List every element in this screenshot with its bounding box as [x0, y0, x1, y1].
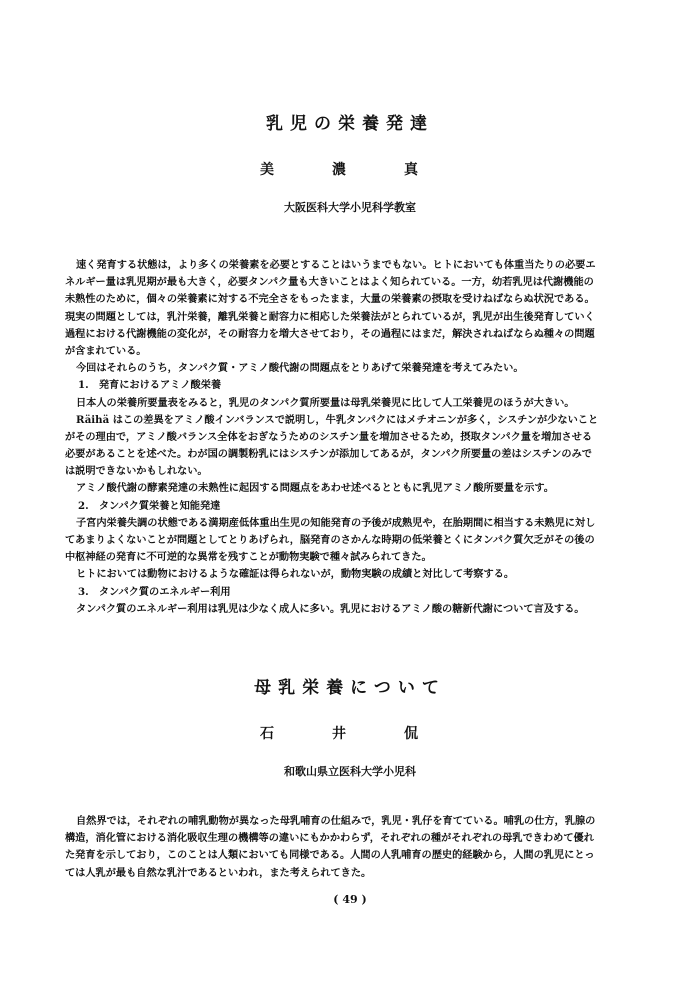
- body-text-line: 必要があることを述べた。わが国の調製粉乳にはシスチンが添加してあるが，タンパク所要量の差はシスチンのみで: [65, 448, 592, 461]
- body-text-line: 速く発育する状態は，より多くの栄養素を必要とすることはいうまでもない。ヒトにおいても体重当たりの必要エ: [76, 259, 596, 271]
- article-2-title: 母乳栄養について: [254, 678, 446, 698]
- body-text-line: タンパク質のエネルギー利用は乳児は少なく成人に多い。乳児におけるアミノ酸の糖新代謝について言及する。: [76, 602, 585, 615]
- body-text-line: 構造，消化管における消化吸収生理の機構等の違いにもかかわらず，それぞれの種がそれぞれの母乳できわめて優れ: [65, 832, 594, 845]
- body-text-line: アミノ酸代謝の酵素発達の未熟性に起因する問題点をあわせ述べるとともに乳児アミノ酸所要量を示す。: [76, 482, 554, 495]
- article-2-author: 石 井 侃: [260, 726, 440, 742]
- section-heading: 1. 発育におけるアミノ酸栄養: [78, 379, 222, 392]
- section-heading: 3. タンパク質のエネルギー利用: [78, 585, 231, 598]
- body-text-line: ヒトにおいては動物におけるような確証は得られないが，動物実験の成績と対比して考察する。: [76, 568, 515, 581]
- body-text-line: が含まれている。: [65, 344, 147, 357]
- article-1: [0, 112, 700, 615]
- article-1-affiliation: 大阪医科大学小児科学教室: [284, 201, 416, 214]
- section-heading: 2. タンパク質栄養と知能発達: [78, 499, 221, 512]
- body-text-line: がその理由で，アミノ酸バランス全体をおぎなうためのシスチン量を増加させるため，摂取タンパク量を増加させる: [65, 430, 593, 443]
- body-text-line: ては人乳が最も自然な乳汁であるといわれ，また考えられてきた。: [65, 866, 372, 879]
- article-1-body: [65, 257, 633, 618]
- article-2-affiliation: 和歌山県立医科大学小児科: [284, 765, 416, 778]
- page-number: ( 49 ): [333, 893, 367, 906]
- article-2: [0, 676, 700, 879]
- body-text-line: 日本人の栄養所要量表をみると，乳児のタンパク質所要量は母乳栄養児に比して人工栄養児のほうが大きい。: [76, 396, 575, 409]
- body-text-line: 今回はそれらのうち，タンパク質・アミノ酸代謝の問題点をとりあげて栄養発達を考えてみたい。: [76, 362, 524, 375]
- body-text-line: た発育を示しており，このことは人類においても同様である。人間の人乳哺育の歴史的経験から，人間の乳児にとっ: [65, 849, 595, 862]
- body-text-line: 未熟性のために，個々の栄養素に対する不完全さをもったまま，大量の栄養素の摂取を受けねばならぬ状況である。: [65, 293, 595, 306]
- article-1-title: 乳児の栄養発達: [266, 114, 434, 134]
- body-text-line: Räihä はこの差異をアミノ酸インバランスで説明し，牛乳タンパクにはメチオニンが多く，シスチンが少ないこと: [76, 413, 599, 426]
- body-text-line: 自然界では，それぞれの哺乳動物が異なった母乳哺育の仕組みで，乳児・乳仔を育てている。哺乳の仕方，乳腺の: [76, 815, 596, 827]
- body-text-line: ネルギー量は乳児期が最も大きく，必要タンパク量も大きいことはよく知られている。一方，幼若乳児は代謝機能の: [65, 276, 594, 289]
- body-text-line: 過程における代謝機能の変化が，その耐容力を増大させており，その過程にはまだ，解決されねばならぬ種々の問題: [65, 327, 595, 340]
- body-text-line: は説明できないかもしれない。: [65, 465, 208, 478]
- article-2-body: [65, 813, 633, 882]
- body-text-line: 子宮内栄養失調の状態である満期産低体重出生児の知能発育の予後が成熟児や，在胎期間に相当する未熟児に対し: [76, 516, 596, 529]
- body-text-line: てあまりよくないことが問題としてとりあげられ，脳発育のさかんな時期の低栄養とくにタンパク質欠乏がその後の: [65, 534, 595, 546]
- article-1-author: 美 濃 真: [260, 162, 440, 178]
- body-text-line: 中枢神経の発育に不可逆的な異常を残すことが動物実験で種々試みられてきた。: [65, 551, 432, 564]
- body-text-line: 現実の問題としては，乳汁栄養，離乳栄養と耐容力に相応した栄養法がとられているが，乳児が出生後発育していく: [65, 310, 595, 323]
